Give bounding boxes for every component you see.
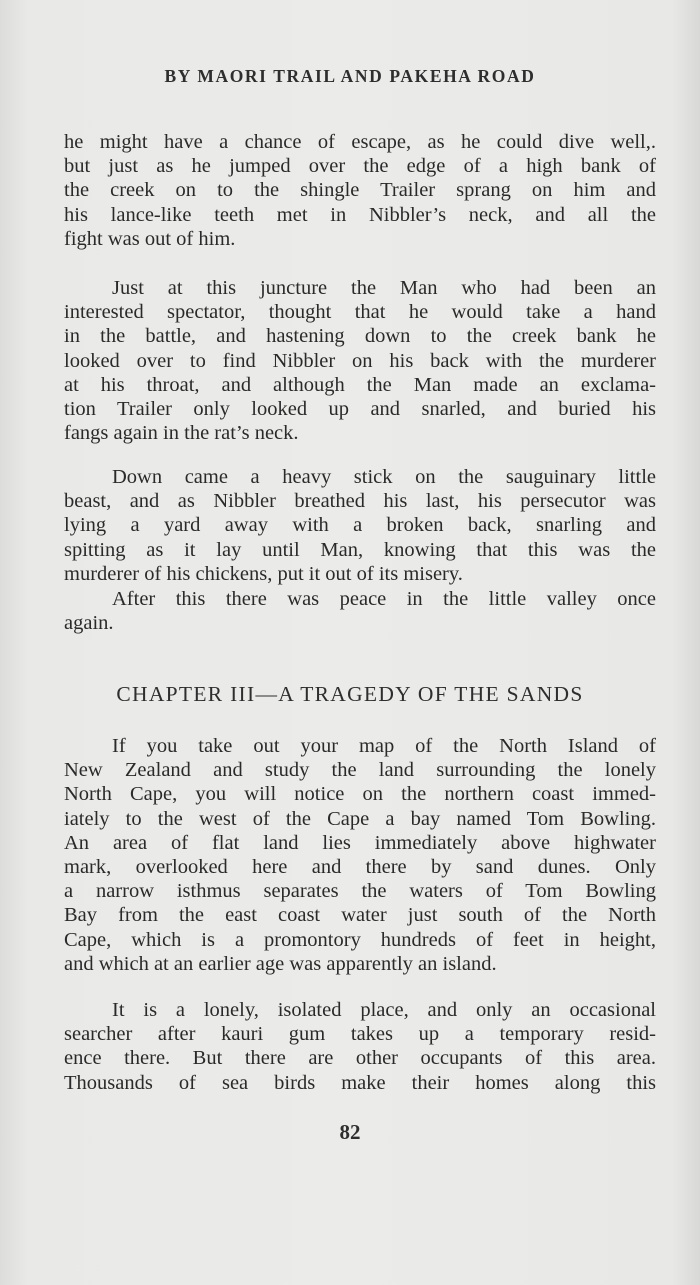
- text-line: It is a lonely, isolated place, and only an occasional: [112, 999, 656, 1021]
- text-line: a narrow isthmus separates the waters of Tom Bowling: [64, 880, 656, 903]
- text-line: fangs again in the rat’s neck.: [64, 422, 299, 445]
- text-line: again.: [64, 612, 114, 635]
- text-line: and which at an earlier age was apparently an island.: [64, 952, 497, 975]
- paragraph-3: [64, 465, 656, 586]
- text-line: tion Trailer only looked up and snarled, and buried his: [64, 398, 656, 421]
- paragraph-6: [64, 998, 656, 1095]
- text-line: ence there. But there are other occupants of this area.: [64, 1047, 656, 1070]
- text-line: Down came a heavy stick on the sauguinary little: [112, 466, 656, 488]
- text-line: murderer of his chickens, put it out of its misery.: [64, 562, 463, 585]
- text-line: New Zealand and study the land surrounding the lonely: [64, 759, 656, 782]
- page-number: 82: [339, 1120, 361, 1144]
- text-line: North Cape, you will notice on the northern coast immed-: [64, 783, 656, 806]
- text-line: searcher after kauri gum takes up a temporary resid-: [64, 1023, 656, 1046]
- text-line: After this there was peace in the little valley once: [112, 588, 656, 610]
- text-line: iately to the west of the Cape a bay named Tom Bowling.: [64, 807, 656, 830]
- text-line: the creek on to the shingle Trailer sprang on him and: [64, 179, 656, 202]
- text-line: Cape, which is a promontory hundreds of feet in height,: [64, 928, 656, 951]
- text-line: Thousands of sea birds make their homes along this: [64, 1071, 656, 1094]
- text-line: If you take out your map of the North Island of: [112, 735, 656, 757]
- text-line: but just as he jumped over the edge of a high bank of: [64, 155, 656, 178]
- text-line: beast, and as Nibbler breathed his last, his persecutor was: [64, 490, 656, 513]
- paragraph-1: [64, 130, 656, 251]
- text-line: interested spectator, thought that he would take a hand: [64, 301, 656, 324]
- paragraph-2: [64, 276, 656, 445]
- text-line: lying a yard away with a broken back, snarling and: [64, 514, 656, 537]
- text-line: mark, overlooked here and there by sand dunes. Only: [64, 856, 656, 879]
- text-line: at his throat, and although the Man made an exclama-: [64, 373, 656, 396]
- text-line: spitting as it lay until Man, knowing that this was the: [64, 538, 656, 561]
- text-line: he might have a chance of escape, as he could dive well,.: [64, 131, 656, 153]
- text-line: looked over to find Nibbler on his back with the murderer: [64, 349, 656, 372]
- text-line: Just at this juncture the Man who had been an: [112, 277, 656, 299]
- running-head: BY MAORI TRAIL AND PAKEHA ROAD: [164, 66, 536, 86]
- text-line: An area of flat land lies immediately above highwater: [64, 831, 656, 854]
- chapter-heading: CHAPTER III—A TRAGEDY OF THE SANDS: [116, 682, 584, 706]
- text-line: his lance-like teeth met in Nibbler’s neck, and all the: [64, 203, 656, 226]
- paragraph-5: [64, 734, 656, 976]
- text-line: fight was out of him.: [64, 227, 236, 250]
- text-line: Bay from the east coast water just south of the North: [64, 904, 656, 927]
- text-line: in the battle, and hastening down to the creek bank he: [64, 325, 656, 348]
- paragraph-4: [64, 587, 656, 635]
